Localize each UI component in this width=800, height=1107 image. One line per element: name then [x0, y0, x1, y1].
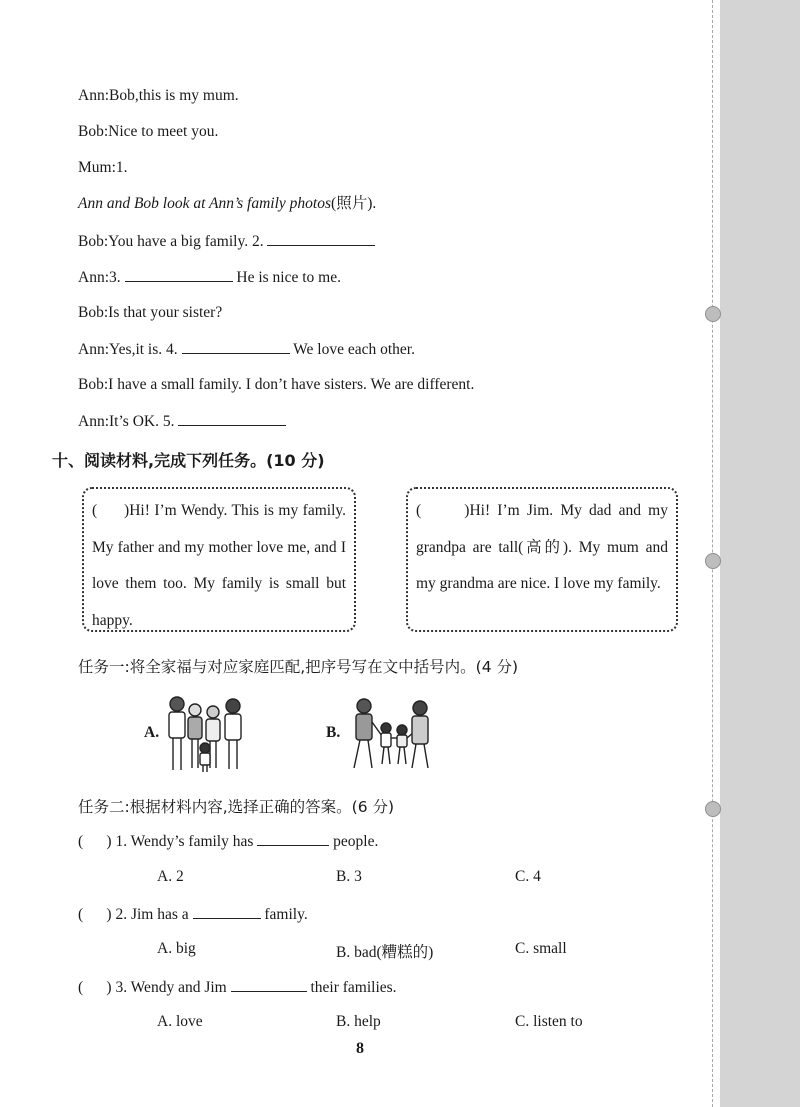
answer-bracket[interactable]: ( )	[78, 833, 112, 850]
answer-blank[interactable]	[125, 267, 233, 282]
option-a[interactable]: A. love	[157, 1013, 203, 1030]
dialogue-line: Ann:Bob,this is my mum.	[78, 87, 239, 104]
dialogue-line: Bob:Is that your sister?	[78, 304, 223, 321]
binding-hole	[705, 306, 721, 322]
dialogue-line: Bob:I have a small family. I don’t have sisters. We are different.	[78, 376, 475, 393]
photo-label-a: A.	[144, 724, 160, 741]
option-b[interactable]: B. bad(糟糕的)	[336, 944, 434, 961]
task1-title: 任务一:将全家福与对应家庭匹配,把序号写在文中括号内。(4 分)	[78, 658, 519, 676]
answer-blank[interactable]	[257, 831, 329, 846]
option-c[interactable]: C. small	[515, 940, 567, 957]
family-photo-b	[346, 694, 438, 772]
dialogue-line: Ann:It’s OK. 5.	[78, 411, 286, 432]
narration-line: Ann and Bob look at Ann’s family photos(照片).	[78, 195, 377, 212]
dialogue-line: Bob:You have a big family. 2.	[78, 231, 375, 252]
question-2: ( ) 2. Jim has a family.	[78, 906, 308, 923]
answer-bracket[interactable]: ( )	[92, 502, 130, 519]
passage-card-wendy	[82, 487, 356, 632]
option-a[interactable]: A. 2	[157, 868, 184, 885]
section-title: 十、阅读材料,完成下列任务。(10 分)	[52, 451, 325, 470]
binding-hole	[705, 553, 721, 569]
dialogue-line: Ann:3. He is nice to me.	[78, 269, 341, 286]
answer-blank[interactable]	[182, 339, 290, 354]
answer-blank[interactable]	[267, 231, 375, 246]
option-c[interactable]: C. listen to	[515, 1013, 583, 1030]
passage-text: Hi! I’m Wendy. This is my family. My father and my mother love me, and I love them too. My family is small but happy.	[92, 502, 346, 629]
passage-card-jim	[406, 487, 678, 632]
binding-margin	[720, 0, 800, 1107]
answer-bracket[interactable]: ( )	[78, 906, 112, 923]
question-3: ( ) 3. Wendy and Jim their families.	[78, 979, 397, 996]
option-b[interactable]: B. help	[336, 1013, 381, 1030]
option-c[interactable]: C. 4	[515, 868, 541, 885]
passage-text: Hi! I’m Jim. My dad and my grandpa are tall(高的). My mum and my grandma are nice. I love my family.	[416, 502, 668, 592]
binding-hole	[705, 801, 721, 817]
dialogue-line: Bob:Nice to meet you.	[78, 123, 219, 140]
family-photo-a	[163, 692, 253, 774]
option-b[interactable]: B. 3	[336, 868, 362, 885]
dialogue-line: Mum:1.	[78, 159, 128, 176]
dialogue-line: Ann:Yes,it is. 4. We love each other.	[78, 341, 415, 358]
answer-blank[interactable]	[193, 904, 261, 919]
photo-label-b: B.	[326, 724, 341, 741]
answer-bracket[interactable]: ( )	[78, 979, 112, 996]
answer-blank[interactable]	[178, 411, 286, 426]
task2-title: 任务二:根据材料内容,选择正确的答案。(6 分)	[78, 798, 395, 816]
answer-blank[interactable]	[231, 977, 307, 992]
answer-bracket[interactable]: ( )	[416, 502, 470, 519]
question-1: ( ) 1. Wendy’s family has people.	[78, 833, 379, 850]
option-a[interactable]: A. big	[157, 940, 196, 957]
page-number: 8	[356, 1040, 364, 1057]
